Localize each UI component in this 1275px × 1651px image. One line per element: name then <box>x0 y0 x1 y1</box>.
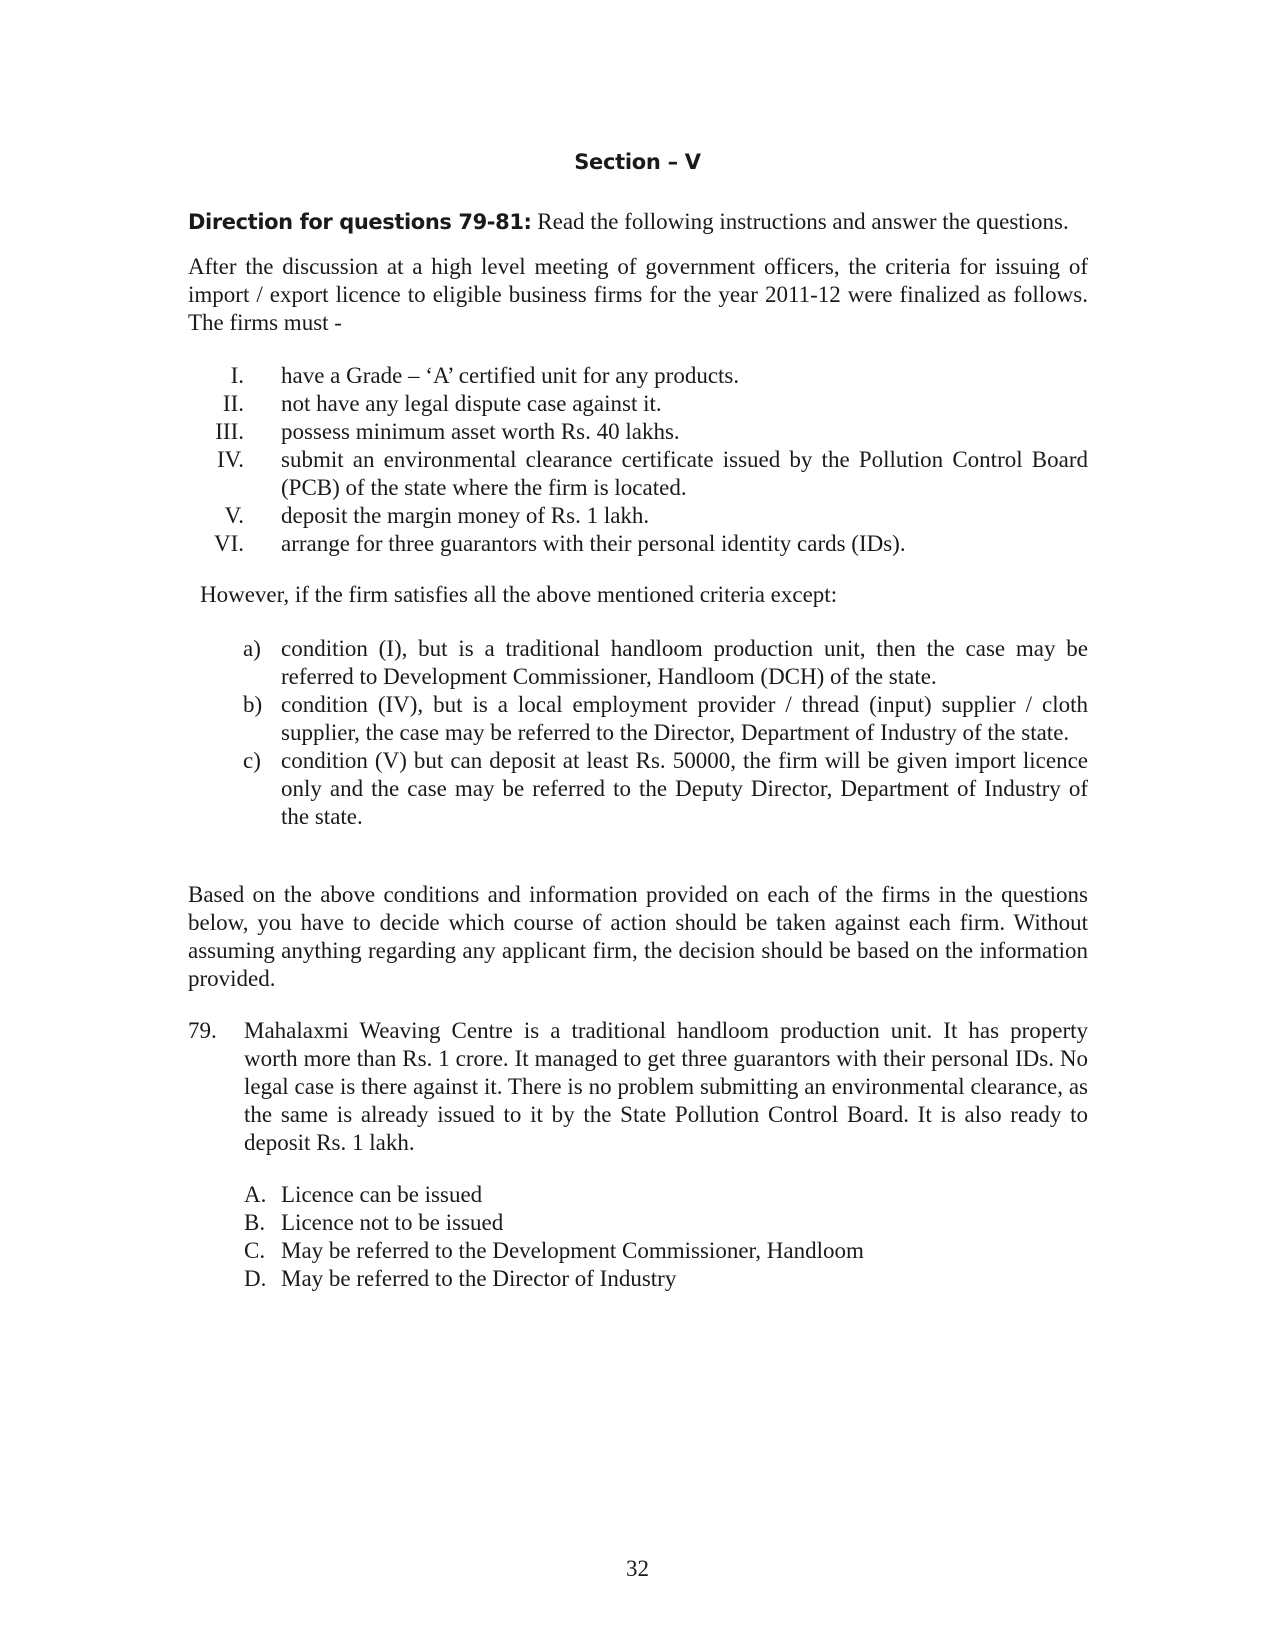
exception-text: condition (IV), but is a local employment provider / thread (input) supplier / cloth supplier, the case may be referred to the Director, Department of Industry of the state. <box>281 692 1088 745</box>
criteria-text: deposit the margin money of Rs. 1 lakh. <box>281 503 650 528</box>
criteria-text: submit an environmental clearance certificate issued by the Pollution Control Board (PCB) of the state where the firm is located. <box>281 447 1088 500</box>
criteria-item <box>188 418 1088 446</box>
exception-letter: b) <box>243 692 263 717</box>
exceptions-list <box>188 635 1088 831</box>
criteria-number: V. <box>224 503 244 528</box>
criteria-number: II. <box>222 391 244 416</box>
option-text: Licence can be issued <box>281 1182 483 1207</box>
direction-label: Direction for questions 79-81: <box>188 210 532 234</box>
exception-letter: c) <box>243 748 261 773</box>
section-title: Section – V <box>574 150 701 174</box>
criteria-text: not have any legal dispute case against it. <box>281 391 662 416</box>
exception-item <box>188 635 1088 691</box>
criteria-item <box>188 390 1088 418</box>
however-paragraph: However, if the firm satisfies all the above mentioned criteria except: <box>200 582 838 607</box>
based-on-paragraph: Based on the above conditions and information provided on each of the firms in the questions below, you have to decide which course of action should be taken against each firm. Without assuming anything regarding any applicant firm, the decision should be based on the information provided. <box>188 882 1088 991</box>
question-79 <box>188 1017 1088 1157</box>
exception-text: condition (I), but is a traditional handloom production unit, then the case may be referred to Development Commissioner, Handloom (DCH) of the state. <box>281 636 1088 689</box>
criteria-number: VI. <box>213 531 244 556</box>
exception-letter: a) <box>243 636 261 661</box>
answer-option <box>244 1237 1088 1265</box>
intro-paragraph: After the discussion at a high level meeting of government officers, the criteria for issuing of import / export licence to eligible business firms for the year 2011-12 were finalized as follows. The firms must - <box>188 254 1088 335</box>
criteria-item <box>188 362 1088 390</box>
page-number: 32 <box>626 1556 649 1581</box>
direction-line <box>188 208 1088 236</box>
criteria-item <box>188 530 1088 558</box>
answer-option <box>244 1265 1088 1293</box>
option-letter: C. <box>244 1238 266 1263</box>
option-letter: A. <box>244 1182 267 1207</box>
option-text: May be referred to the Development Commissioner, Handloom <box>281 1238 864 1263</box>
criteria-number: I. <box>230 363 244 388</box>
answer-option <box>244 1181 1088 1209</box>
option-text: May be referred to the Director of Industry <box>281 1266 677 1291</box>
exception-item <box>188 691 1088 747</box>
criteria-number: IV. <box>216 447 244 472</box>
criteria-text: arrange for three guarantors with their personal identity cards (IDs). <box>281 531 906 556</box>
criteria-number: III. <box>215 419 244 444</box>
criteria-text: possess minimum asset worth Rs. 40 lakhs. <box>281 419 680 444</box>
exception-item <box>188 747 1088 831</box>
criteria-text: have a Grade – ‘A’ certified unit for any products. <box>281 363 740 388</box>
criteria-item <box>188 446 1088 502</box>
answer-options <box>244 1181 1088 1293</box>
question-number: 79. <box>188 1018 217 1043</box>
direction-text: Read the following instructions and answer the questions. <box>531 209 1069 234</box>
option-text: Licence not to be issued <box>281 1210 504 1235</box>
answer-option <box>244 1209 1088 1237</box>
question-text: Mahalaxmi Weaving Centre is a traditional handloom production unit. It has property worth more than Rs. 1 crore. It managed to get three guarantors with their personal IDs. No legal case is there against it. There is no problem submitting an environmental clearance, as the same is already issued to it by the State Pollution Control Board. It is also ready to deposit Rs. 1 lakh. <box>244 1018 1088 1155</box>
exception-text: condition (V) but can deposit at least Rs. 50000, the firm will be given import licence only and the case may be referred to the Deputy Director, Department of Industry of the state. <box>281 748 1088 829</box>
option-letter: B. <box>244 1210 266 1235</box>
criteria-list <box>188 362 1088 558</box>
option-letter: D. <box>244 1266 267 1291</box>
criteria-item <box>188 502 1088 530</box>
